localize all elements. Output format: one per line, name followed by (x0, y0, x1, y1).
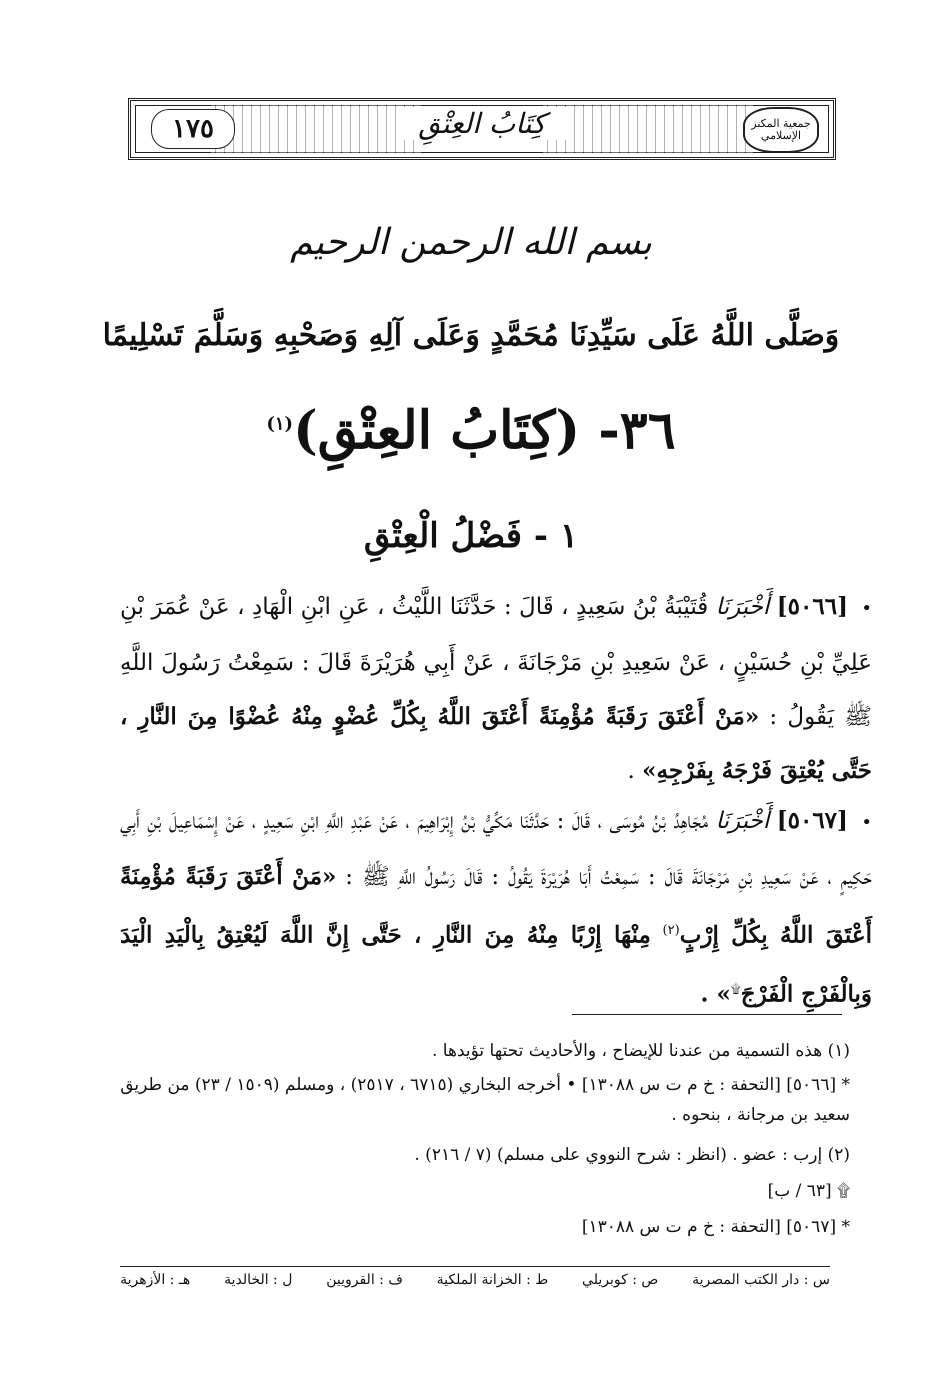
running-title-box (396, 107, 567, 140)
manuscript-folio-note: ۩ [٦٣ / ب] (767, 1181, 850, 1201)
hadith-opening: أَخْبَرَنَا (715, 808, 770, 834)
hadith-isnad: مُجَاهِدُ بْنُ مُوسَى ، قَالَ : حَدَّثَنَا مَكِّيُّ بْنُ إِبْرَاهِيمَ ، عَنْ عَبْدِ اللَّهِ ابْنِ سَعِيدٍ ، عَنْ إِسْمَاعِيلَ بْنِ أَبِي حَكِيمٍ ، عَنْ سَعِيدِ بْنِ مَرْجَانَةَ قَالَ : سَمِعْتُ أَبَا هُرَيْرَةَ يَقُولُ : قَالَ رَسُولُ اللَّهِ ﷺ : (120, 808, 872, 890)
sigla-separator (120, 1266, 830, 1267)
page-number: ١٧٥ (172, 114, 214, 144)
footnote-takhrij-5066: * [٥٠٦٦] [التحفة : خ م ت س ١٣٠٨٨] • أخرجه البخاري (٦٧١٥ ، ٢٥١٧) ، ومسلم (١٥٠٩ / ٢٣) من طريق سعيد بن مرجانة ، بنحوه . (120, 1075, 850, 1125)
hadith-matn-part-a: «مَنْ أَعْتَقَ رَقَبَةً مُؤْمِنَةً أَعْتَقَ اللَّهُ بِكُلِّ إِرْبٍ (120, 863, 872, 949)
siglum: س : دار الكتب المصرية (692, 1272, 830, 1288)
bullet-icon: • (861, 598, 872, 619)
publisher-seal-icon (743, 107, 819, 153)
hadith-end: » . (700, 980, 731, 1008)
book-title (0, 400, 942, 461)
hadith-5066 (120, 580, 872, 798)
page-number-box (151, 109, 235, 149)
manuscript-page-mark-icon: ۩ (730, 981, 741, 997)
hadith-opening: أَخْبَرَنَا (715, 594, 770, 620)
hadith-footnote-mark: (٢) (662, 923, 680, 938)
siglum: هـ : الأزهرية (120, 1272, 191, 1288)
book-title-footnote-mark: (١) (266, 413, 294, 435)
footnote-1: (١) هذه التسمية من عندنا للإيضاح ، والأحاديث تحتها تؤيدها . (432, 1041, 850, 1061)
hadith-number: [٥٠٦٦] (776, 593, 848, 620)
footnote-separator (572, 1014, 842, 1015)
page-header (128, 98, 836, 160)
footnote-2: (٢) إرب : عضو . (انظر : شرح النووي على مسلم) (٧ / ٢١٦) . (414, 1145, 850, 1165)
chapter-title: ١ - فَضْلُ الْعِتْقِ (363, 516, 579, 556)
siglum: ص : كوبريلي (582, 1272, 659, 1288)
book-number: ٣٦- (598, 400, 676, 461)
book-title-text: (كِتَابُ العِتْقِ) (293, 400, 581, 461)
hadith-matn-part-b: مِنْهَا إِرْبًا مِنْهُ مِنَ النَّارِ ، حَتَّى إِنَّ اللَّهَ لَيُعْتِقُ بِالْيَدِ الْيَدَ وَبِالْفَرْجِ الْفَرْجَ (120, 921, 872, 1008)
header-ornament-left (211, 105, 421, 153)
footnote-takhrij-5067: * [٥٠٦٧] [التحفة : خ م ت س ١٣٠٨٨] (581, 1217, 850, 1237)
manuscript-sigla (120, 1272, 830, 1288)
seal-text: جمعية المكنز الإسلامي (751, 117, 811, 142)
salutation: وَصَلَّى اللَّهُ عَلَى سَيِّدِنَا مُحَمَّدٍ وَعَلَى آلِهِ وَصَحْبِهِ وَسَلَّمَ تَسْلِيمًا (102, 318, 840, 353)
hadith-end: . (627, 758, 643, 784)
hadith-5067 (120, 794, 872, 1021)
siglum: ط : الخزانة الملكية (436, 1272, 549, 1288)
siglum: ف : القرويين (326, 1272, 403, 1288)
running-title: كِتَابُ العِتْقِ (418, 107, 546, 140)
basmala: بسم الله الرحمن الرحيم (290, 222, 652, 263)
siglum: ل : الخالدية (224, 1272, 293, 1288)
bullet-icon: • (861, 812, 873, 833)
hadith-isnad: قُتَيْبَةُ بْنُ سَعِيدٍ ، قَالَ : حَدَّثَنَا اللَّيْثُ ، عَنِ ابْنِ الْهَادِ ، عَنْ عُمَرَ بْنِ عَلِيِّ بْنِ حُسَيْنٍ ، عَنْ سَعِيدِ بْنِ مَرْجَانَةَ ، عَنْ أَبِي هُرَيْرَةَ قَالَ : سَمِعْتُ رَسُولَ اللَّهِ ﷺ يَقُولُ : (120, 594, 872, 730)
hadith-matn: «مَنْ أَعْتَقَ رَقَبَةً مُؤْمِنَةً أَعْتَقَ اللَّهُ بِكُلِّ عُضْوٍ مِنْهُ عُضْوًا مِنَ النَّارِ ، حَتَّى يُعْتِقَ فَرْجَهُ بِفَرْجِهِ» (120, 703, 872, 784)
hadith-number: [٥٠٦٧] (776, 807, 848, 834)
header-ornament-right (543, 105, 753, 153)
